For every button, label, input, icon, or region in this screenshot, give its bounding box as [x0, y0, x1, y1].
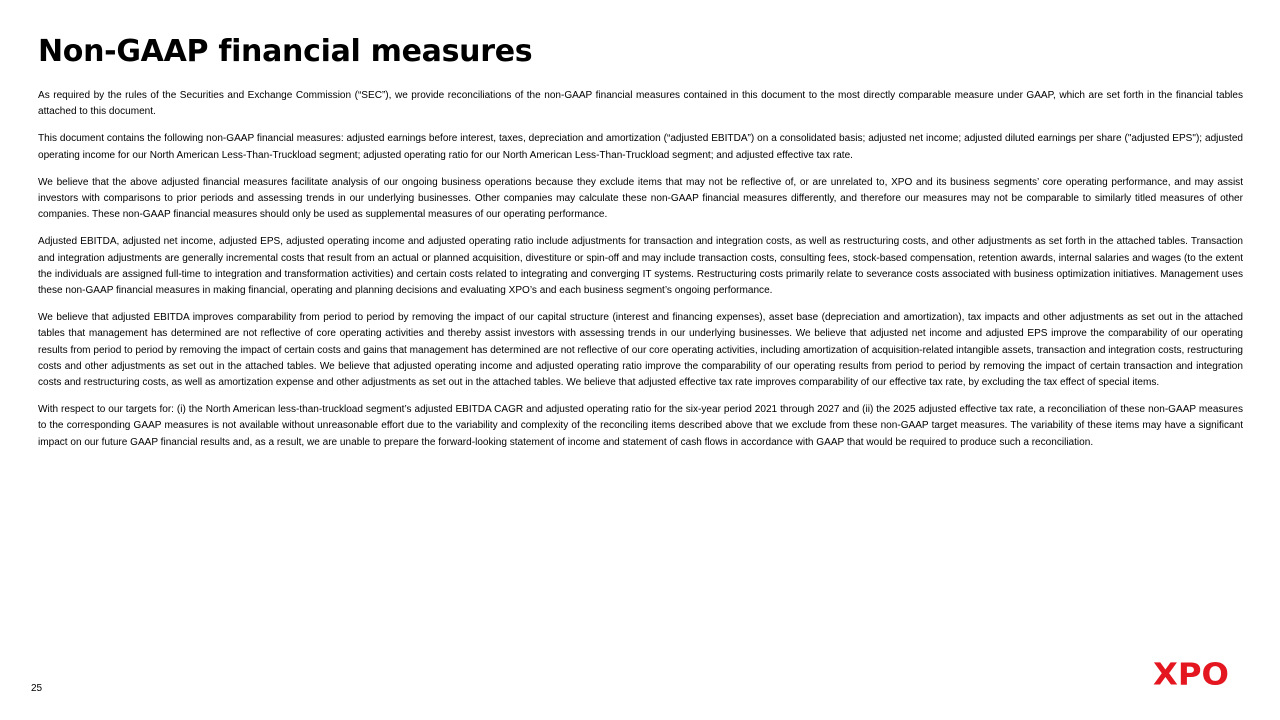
paragraph-comparability: We believe that adjusted EBITDA improves comparability from period to period by removing the impact of our capital structure (interest and financing expenses), asset base (depreciation and amortization), tax impacts and other adjustments as set out in the attached tables that management has determined are not reflective of core operating activities and thereby assist investors with assessing trends in our underlying businesses. We believe that adjusted net income and adjusted EPS improve the comparability of our operating results from period to period by removing the impact of certain costs and gains that management has determined are not reflective of our core operating activities, including amortization of acquisition-related intangible assets, transaction and integration costs, restructuring costs and other adjustments as set out in the attached tables. We believe that adjusted operating income and adjusted operating ratio improve the comparability of our operating results from period to period by removing the impact of certain transaction and integration costs and restructuring costs, as well as amortization expense and other adjustments as set out in the attached tables. We believe that adjusted effective tax rate improves comparability of our effective tax rate, by excluding the tax effect of special items.	[38, 312, 1243, 389]
paragraph-adjustments: Adjusted EBITDA, adjusted net income, adjusted EPS, adjusted operating income and adjusted operating ratio include adjustments for transaction and integration costs, as well as restructuring costs, and other adjustments as set forth in the attached tables. Transaction and integration adjustments are generally incremental costs that result from an actual or planned acquisition, divestiture or spin-off and may include transaction costs, consulting fees, stock-based compensation, retention awards, internal salaries and wages (to the extent the individuals are assigned full-time to integration and transformation activities) and certain costs related to integrating and converging IT systems. Restructuring costs primarily relate to severance costs associated with business optimization initiatives. Management uses these non-GAAP financial measures in making financial, operating and planning decisions and evaluating XPO’s and each business segment’s ongoing performance.	[38, 236, 1243, 297]
paragraph-targets: With respect to our targets for: (i) the North American less-than-truckload segment’s adjusted EBITDA CAGR and adjusted operating ratio for the six-year period 2021 through 2027 and (ii) the 2025 adjusted effective tax rate, a reconciliation of these non-GAAP measures to the corresponding GAAP measures is not available without unreasonable effort due to the variability and complexity of the reconciling items described above that we exclude from these non-GAAP target measures. The variability of these items may have a significant impact on our future GAAP financial results and, as a result, we are unable to prepare the forward-looking statement of income and statement of cash flows in accordance with GAAP that would be required to produce such a reconciliation.	[38, 404, 1243, 448]
xpo-logo-text: XPO	[1153, 657, 1229, 689]
xpo-logo	[1152, 657, 1230, 689]
paragraph-measures-list: This document contains the following non-GAAP financial measures: adjusted earnings before interest, taxes, depreciation and amortization (“adjusted EBITDA”) on a consolidated basis; adjusted net income; adjusted diluted earnings per share ("adjusted EPS"); adjusted operating income for our North American Less-Than-Truckload segment; adjusted operating ratio for our North American Less-Than-Truckload segment; and adjusted effective tax rate.	[38, 133, 1243, 161]
page-number: 25	[31, 683, 43, 694]
slide-body	[38, 88, 1243, 462]
paragraph-purpose: We believe that the above adjusted financial measures facilitate analysis of our ongoing business operations because they exclude items that may not be reflective of, or are unrelated to, XPO and its business segments’ core operating performance, and may assist investors with comparisons to prior periods and assessing trends in our underlying businesses. Other companies may calculate these non-GAAP financial measures differently, and therefore our measures may not be comparable to similarly titled measures of other companies. These non-GAAP financial measures should only be used as supplemental measures of our operating performance.	[38, 176, 1243, 221]
paragraph-sec-reconciliation: As required by the rules of the Securities and Exchange Commission (“SEC”), we provide reconciliations of the non-GAAP financial measures contained in this document to the most directly comparable measure under GAAP, which are set forth in the financial tables attached to this document.	[38, 90, 1243, 118]
slide-title: Non-GAAP financial measures	[38, 34, 533, 69]
